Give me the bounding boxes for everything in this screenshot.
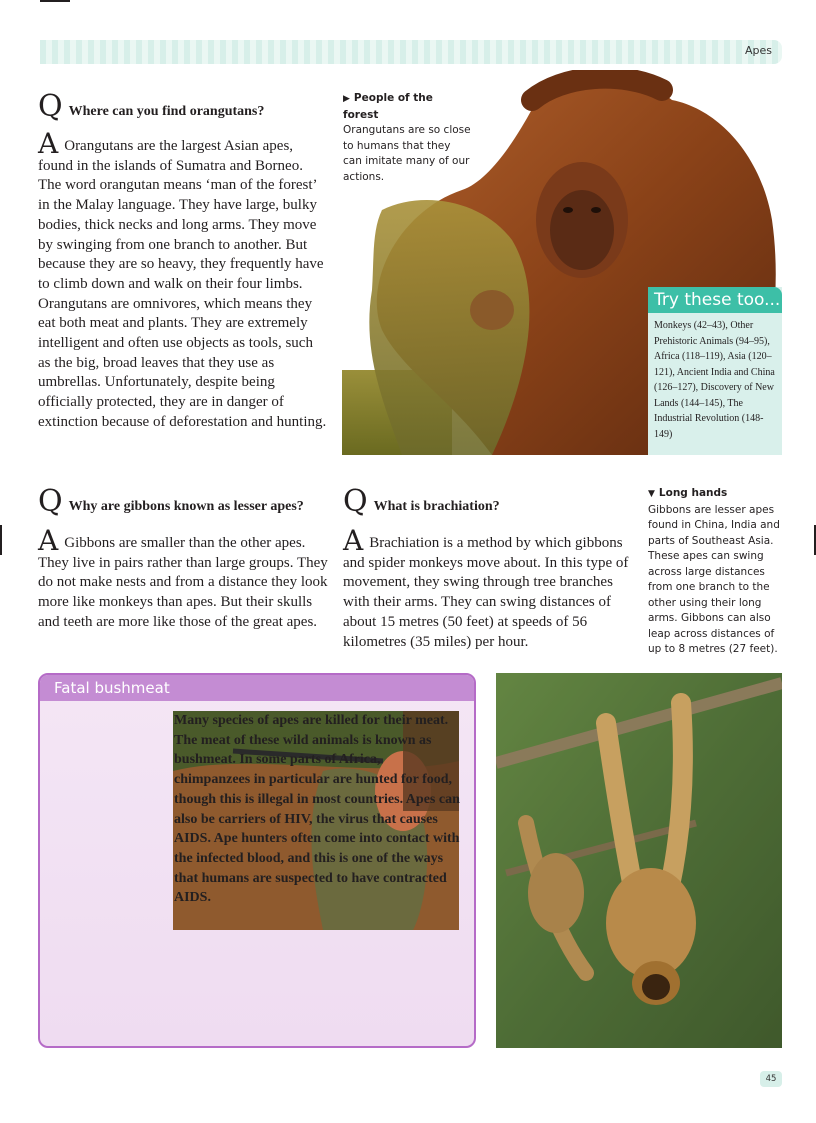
question-line [38,484,328,519]
bushmeat-text: Many species of apes are killed for their meat. The meat of these wild animals is known as bushmeat. In some parts of Africa, chimpanzees in particular are hunted for food, though this is illegal in most countries. Apes can also be carriers of HIV, the virus that causes AIDS. Ape hunters often come into contact with the infected blood, and this is one of the ways that humans are suspected to have contracted AIDS. [174,713,460,906]
answer-paragraph [343,524,631,652]
top-rule [40,0,70,2]
answer-paragraph [38,127,328,433]
caption-text: Gibbons are lesser apes found in China, India and parts of Southeast Asia. These apes can swing across large distances from one branch to the other using their long arms. Gibbons can also leap across distances of up to 8 metres (27 feet). [648,503,780,655]
a-letter: A [38,127,59,160]
gibbons-qa [38,484,328,633]
bushmeat-text-block [54,711,460,929]
triangle-right-icon: ▶ [343,94,350,104]
q-letter: Q [343,484,368,519]
caption-title-line [648,486,782,503]
caption-title: People of the forest [343,92,433,121]
answer-text: Brachiation is a method by which gibbons and spider monkeys move about. In this type of movement, they swing through tree branches with their arms. They can swing distances of about 15 metres (50 feet) at speeds of 56 kilometres (35 miles) per hour. [343,535,629,650]
try-these-too-box [648,287,782,455]
photo-spacer [54,711,174,929]
orangutans-qa [38,89,328,433]
left-margin-mark [0,525,2,555]
section-label: Apes [744,44,772,57]
gibbon-photo [496,673,782,1048]
question-text: Why are gibbons known as lesser apes? [68,499,304,514]
page-number: 45 [760,1071,782,1087]
a-letter: A [343,524,364,557]
question-text: What is brachiation? [373,499,500,514]
a-letter: A [38,524,59,557]
bushmeat-title: Fatal bushmeat [40,675,474,701]
try-these-list: Monkeys (42–43), Other Prehistoric Animals (94–95), Africa (118–119), Asia (120–121), Ancient India and China (126–127), Discovery of New Lands (144–145), The Industrial Revolution (148-149) [654,320,775,440]
question-text: Where can you find orangutans? [68,104,265,119]
question-line [343,484,631,519]
try-these-title: Try these too... [648,287,782,313]
triangle-down-icon: ▼ [648,489,655,499]
people-of-forest-caption [343,91,471,185]
q-letter: Q [38,484,63,519]
answer-text: Orangutans are the largest Asian apes, found in the islands of Sumatra and Borneo. The word orangutan means ‘man of the forest’ in the Malay language. They have large, bulky bodies, thick necks and long arms. They move by swinging from one branch to another. But because they are so heavy, they frequently have to climb down and walk on their four limbs. Orangutans are omnivores, which means they eat both meat and plants. They are extremely intelligent and often use objects as tools, such as the big, broad leaves that they use as umbrellas. Unfortunately, despite being officially protected, they are in danger of extinction because of deforestation and hunting. [38,138,327,430]
gibbon-illustration [496,673,782,1048]
q-letter: Q [38,89,63,124]
answer-text: Gibbons are smaller than the other apes. They live in pairs rather than large groups. They do not make nests and from a distance they look more like monkeys than apes. But their skulls and teeth are more like those of the great apes. [38,535,328,630]
section-header-band [40,40,782,64]
caption-title: Long hands [658,487,728,499]
long-hands-caption [648,486,782,658]
fatal-bushmeat-box [38,673,476,1048]
brachiation-qa [343,484,631,652]
answer-paragraph [38,524,328,633]
question-line [38,89,328,124]
caption-title-line [343,91,471,123]
caption-text: Orangutans are so close to humans that they can imitate many of our actions. [343,124,471,183]
